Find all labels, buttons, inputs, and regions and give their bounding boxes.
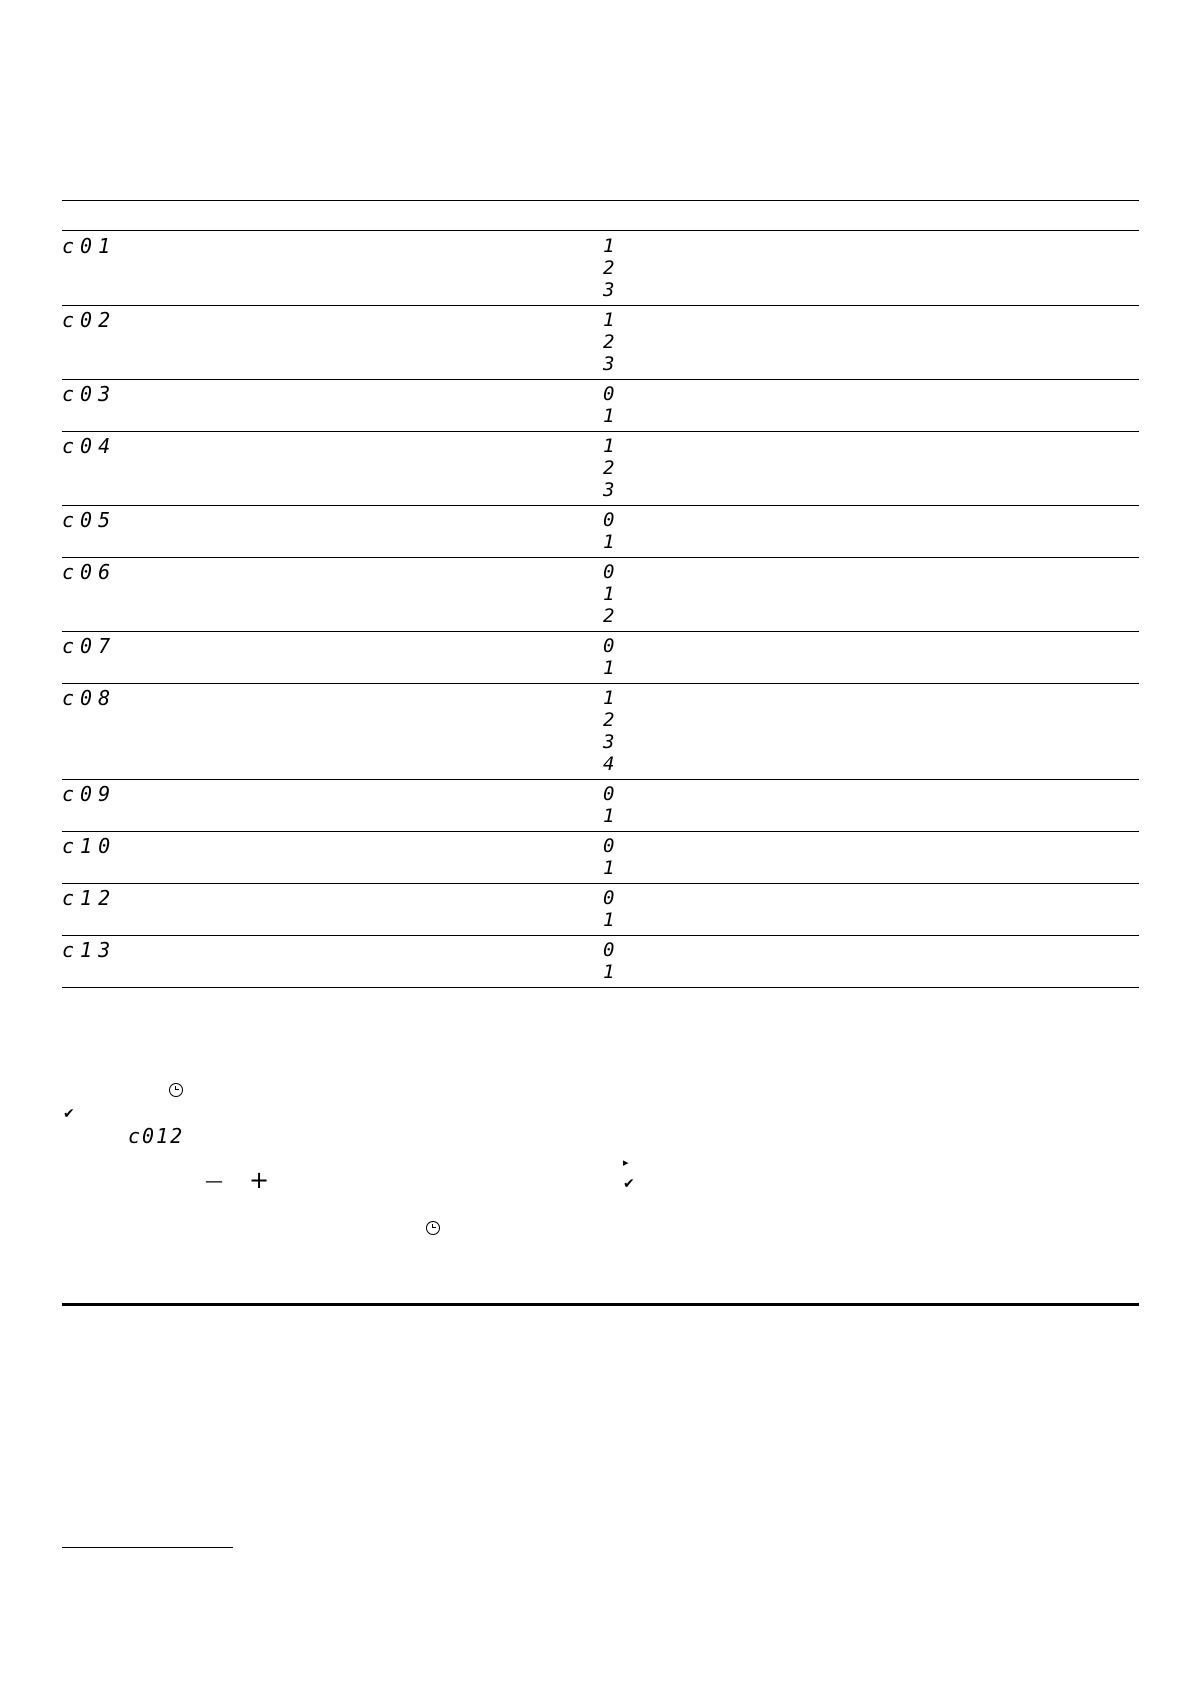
setting-value: 1 <box>603 909 615 931</box>
setting-value: 3 <box>603 479 615 501</box>
setting-code: c03 <box>62 382 117 406</box>
table-row-rule <box>62 935 1139 936</box>
setting-value: 0 <box>603 383 615 405</box>
plus-icon: + <box>249 1166 270 1194</box>
table-row-rule <box>62 557 1139 558</box>
minus-icon: — <box>205 1171 223 1192</box>
footnote-rule <box>62 1547 233 1548</box>
setting-value: 1 <box>603 235 615 257</box>
table-row-rule <box>62 505 1139 506</box>
setting-value: 1 <box>603 657 615 679</box>
setting-code: c13 <box>62 938 117 962</box>
setting-code: c10 <box>62 834 117 858</box>
table-row-rule <box>62 631 1139 632</box>
setting-code: c08 <box>62 686 117 710</box>
setting-value: 4 <box>603 753 615 775</box>
setting-code: c01 <box>62 234 117 258</box>
setting-code: c12 <box>62 886 117 910</box>
setting-value: 1 <box>603 857 615 879</box>
setting-value: 1 <box>603 961 615 983</box>
table-top-rule <box>62 200 1139 201</box>
setting-value: 0 <box>603 887 615 909</box>
display-code: c012 <box>128 1124 185 1148</box>
setting-value: 0 <box>603 509 615 531</box>
setting-value: 0 <box>603 939 615 961</box>
setting-value: 0 <box>603 635 615 657</box>
setting-value: 2 <box>603 331 615 353</box>
setting-value: 2 <box>603 457 615 479</box>
setting-value: 1 <box>603 435 615 457</box>
setting-value: 3 <box>603 731 615 753</box>
table-row-rule <box>62 431 1139 432</box>
table-row-rule <box>62 779 1139 780</box>
table-row-rule <box>62 683 1139 684</box>
setting-code: c07 <box>62 634 117 658</box>
table-row-rule <box>62 831 1139 832</box>
setting-value: 1 <box>603 687 615 709</box>
table-row-rule <box>62 305 1139 306</box>
table-row-rule <box>62 987 1139 988</box>
arrow-right-icon: ▸ <box>623 1156 629 1169</box>
table-header-rule <box>62 230 1139 231</box>
setting-value: 1 <box>603 531 615 553</box>
setting-code: c06 <box>62 560 117 584</box>
setting-value: 0 <box>603 783 615 805</box>
setting-value: 0 <box>603 561 615 583</box>
setting-code: c04 <box>62 434 117 458</box>
setting-value: 0 <box>603 835 615 857</box>
check-icon: ✔ <box>623 1176 635 1192</box>
setting-value: 1 <box>603 583 615 605</box>
setting-value: 3 <box>603 279 615 301</box>
clock-icon <box>426 1221 440 1235</box>
table-row-rule <box>62 883 1139 884</box>
check-icon: ✔ <box>63 1106 75 1122</box>
setting-value: 2 <box>603 605 615 627</box>
setting-code: c05 <box>62 508 117 532</box>
setting-value: 2 <box>603 709 615 731</box>
setting-value: 1 <box>603 405 615 427</box>
clock-icon <box>169 1083 183 1097</box>
section-divider <box>62 1303 1139 1306</box>
table-row-rule <box>62 379 1139 380</box>
setting-value: 2 <box>603 257 615 279</box>
setting-value: 1 <box>603 309 615 331</box>
setting-code: c02 <box>62 308 117 332</box>
setting-value: 1 <box>603 805 615 827</box>
setting-code: c09 <box>62 782 117 806</box>
setting-value: 3 <box>603 353 615 375</box>
